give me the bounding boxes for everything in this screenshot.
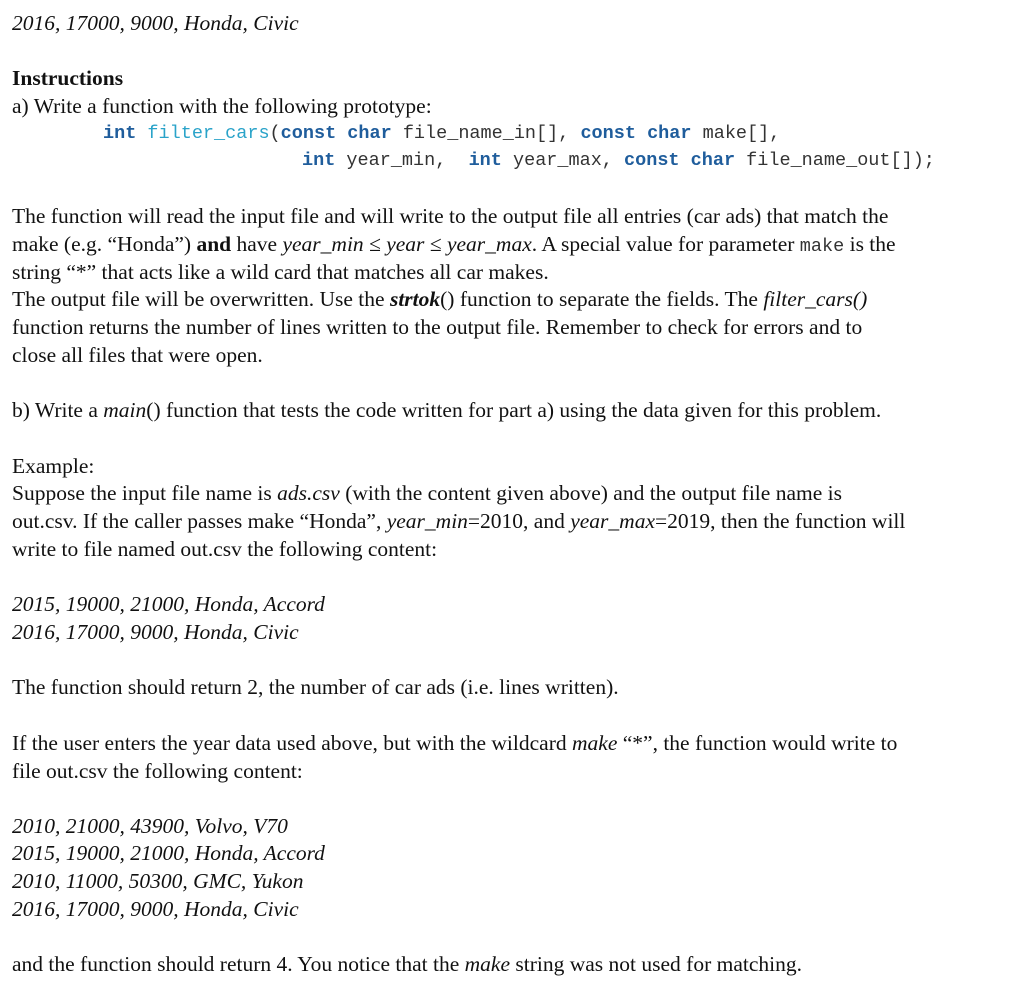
desc-text: is the [844,232,896,256]
output1-line: 2015, 19000, 21000, Honda, Accord [12,592,325,616]
desc-line-5: function returns the number of lines written to the output file. Remember to check for errors and to [12,315,863,339]
example-text: =2010, and [467,509,571,533]
example-year-min: year_min [386,509,468,533]
example-filename: ads.csv [277,481,340,505]
code-param: file_name_out[]); [746,150,935,171]
final-make: make [464,952,510,976]
function-name: filter_cars [147,123,270,144]
wildcard-line-1 [12,729,897,757]
prototype-line-1 [103,120,780,148]
code-keyword: int [103,123,137,144]
desc-text: . A special value for parameter [531,232,800,256]
desc-line-1: The function will read the input file and will write to the output file all entries (car ads) that match the [12,204,889,228]
example-text: out.csv. If the caller passes make “Honda”, [12,509,387,533]
code-paren: ( [269,123,281,144]
desc-line-2 [12,230,896,261]
part-b-main: main [103,398,147,422]
example-label: Example: [12,454,95,478]
output2-line: 2010, 11000, 50300, GMC, Yukon [12,869,304,893]
desc-text: The output file will be overwritten. Use the [12,287,390,311]
code-keyword: const [580,123,636,144]
example-text: Suppose the input file name is [12,481,278,505]
code-param: make[], [702,123,781,144]
desc-year-expr: year_min ≤ year ≤ year_max [282,232,532,256]
code-keyword: char [347,123,392,144]
final-line [12,950,802,978]
part-b-line [12,396,881,424]
example-text: (with the content given above) and the output file name is [339,481,842,505]
top-data-line: 2016, 17000, 9000, Honda, Civic [12,11,299,35]
return-2-line: The function should return 2, the number of car ads (i.e. lines written). [12,675,619,699]
example-year-max: year_max [570,509,655,533]
code-keyword: const [624,150,680,171]
output2-line: 2010, 21000, 43900, Volvo, V70 [12,814,288,838]
prototype-line-2 [302,147,935,175]
code-keyword: int [302,150,336,171]
part-b-text: b) Write a [12,398,104,422]
output1-line: 2016, 17000, 9000, Honda, Civic [12,620,299,644]
wildcard-text: If the user enters the year data used above, but with the wildcard [12,731,572,755]
desc-text: () function to separate the fields. The [440,287,764,311]
example-line-2 [12,507,905,535]
code-keyword: char [690,150,736,171]
desc-text: make (e.g. “Honda”) [12,232,197,256]
output2-line: 2016, 17000, 9000, Honda, Civic [12,897,299,921]
code-keyword: int [468,150,502,171]
code-keyword: const [280,123,337,144]
output2-line: 2015, 19000, 21000, Honda, Accord [12,841,325,865]
code-param: year_min, [346,150,447,171]
wildcard-make: make [572,731,618,755]
part-b-text: () function that tests the code written for part a) using the data given for this problem. [146,398,882,422]
code-param: year_max, [512,150,613,171]
desc-bold-and: and [196,232,232,256]
desc-line-4 [12,285,867,313]
desc-text: have [231,232,283,256]
code-param: file_name_in[], [402,123,570,144]
wildcard-line-2: file out.csv the following content: [12,759,303,783]
instructions-heading: Instructions [12,66,124,90]
desc-line-3: string “*” that acts like a wild card that matches all car makes. [12,260,549,284]
example-line-3: write to file named out.csv the following content: [12,537,438,561]
final-text: and the function should return 4. You notice that the [12,952,465,976]
desc-make-code: make [799,236,845,257]
part-a-intro: a) Write a function with the following prototype: [12,94,432,118]
example-text: =2019, then the function will [655,509,906,533]
code-keyword: char [647,123,692,144]
desc-line-6: close all files that were open. [12,343,263,367]
desc-filter-cars: filter_cars() [763,287,868,311]
desc-strtok: strtok [389,287,441,311]
final-text: string was not used for matching. [510,952,802,976]
wildcard-text: “*”, the function would write to [617,731,898,755]
example-line-1 [12,479,842,507]
